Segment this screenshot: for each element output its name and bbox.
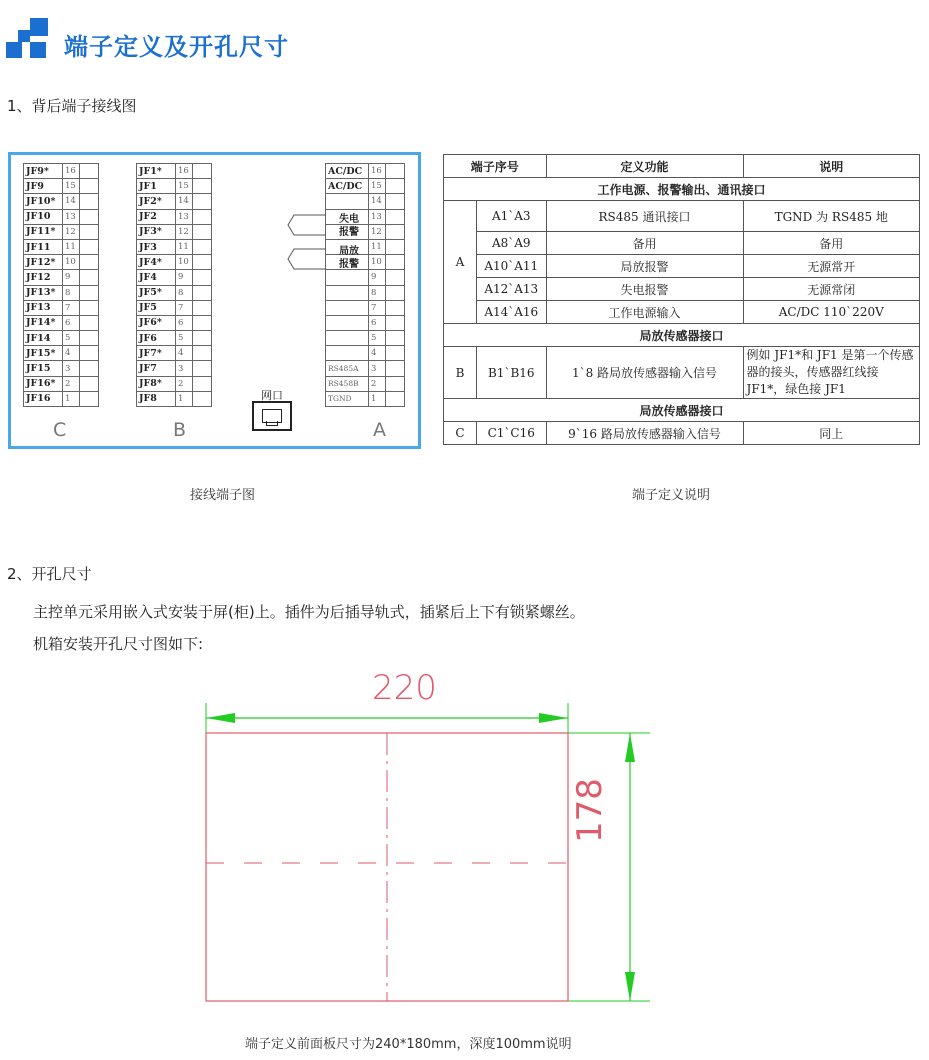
relay-contact-icon [286,207,331,277]
terminal-row [24,209,99,224]
terminal-column-a [325,163,405,407]
terminal-blank [193,179,212,194]
terminal-number: 8 [63,285,80,300]
terminal-row [137,391,212,406]
terminal-blank [386,270,405,285]
table-cell: 失电报警 [546,278,743,301]
terminal-row [24,315,99,330]
terminal-row [24,194,99,209]
terminal-row [137,300,212,315]
terminal-number: 7 [63,300,80,315]
terminal-number: 11 [176,239,193,254]
column-letter-c: C [53,419,67,441]
terminal-label: JF7* [137,346,176,361]
cutout-intro: 机箱安装开孔尺寸图如下: [33,635,204,653]
terminal-blank [386,239,405,254]
terminal-label [326,300,369,315]
terminal-label [326,194,369,209]
terminal-row [137,255,212,270]
terminal-blank [80,164,99,179]
terminal-number: 14 [369,194,386,209]
terminal-label: JF8* [137,376,176,391]
terminal-blank [386,255,405,270]
terminal-row [137,315,212,330]
terminal-blank [193,255,212,270]
terminal-row [137,224,212,239]
terminal-number: 7 [176,300,193,315]
terminal-blank [80,224,99,239]
page-title: 端子定义及开孔尺寸 [64,33,289,61]
section-c-letter: C [444,422,477,445]
terminal-column-c [23,163,99,407]
terminal-blank [80,194,99,209]
terminal-row [326,391,405,406]
terminal-label: JF4* [137,255,176,270]
terminal-label [326,346,369,361]
th-description: 说明 [743,155,919,178]
terminal-number: 8 [176,285,193,300]
terminal-label: JF9 [24,179,63,194]
terminal-label: JF2* [137,194,176,209]
height-dimension-label: 178 [570,778,610,843]
terminal-row [326,270,405,285]
terminal-blank [193,239,212,254]
terminal-blank [193,361,212,376]
terminal-label: JF10 [24,209,63,224]
terminal-blank [386,346,405,361]
terminal-number: 13 [176,209,193,224]
terminal-label: JF1* [137,164,176,179]
terminal-row [24,270,99,285]
terminal-blank [80,255,99,270]
terminal-number: 2 [176,376,193,391]
terminal-number: 1 [176,391,193,406]
terminal-row [24,300,99,315]
terminal-label: TGND [326,391,369,406]
terminal-row [24,376,99,391]
table-cell: 备用 [546,232,743,255]
terminal-blank [193,224,212,239]
terminal-row [24,391,99,406]
terminal-label: JF1 [137,179,176,194]
terminal-diagram [8,152,421,449]
table-cell: 1`8 路局放传感器输入信号 [546,347,743,399]
terminal-row [24,361,99,376]
terminal-row [137,239,212,254]
terminal-label: JF7 [137,361,176,376]
terminal-number: 4 [63,346,80,361]
terminal-blank [193,285,212,300]
terminal-number: 2 [63,376,80,391]
terminal-label: JF13* [24,285,63,300]
table-cell: 无源常闭 [743,278,919,301]
th-terminal-no: 端子序号 [444,155,547,178]
terminal-label: RS485A [326,361,369,376]
terminal-row [326,194,405,209]
terminal-row [326,209,405,224]
terminal-number: 10 [63,255,80,270]
terminal-label: JF13 [24,300,63,315]
terminal-blank [80,270,99,285]
terminal-number: 12 [369,224,386,239]
terminal-number: 9 [63,270,80,285]
terminal-blank [80,300,99,315]
terminal-row [137,331,212,346]
terminal-row [24,239,99,254]
terminal-row [326,239,405,254]
logo-squares-icon [6,18,50,58]
terminal-label: JF2 [137,209,176,224]
alarm-label-power: 失电报警 [339,214,359,238]
terminal-label: JF15* [24,346,63,361]
terminal-row [326,300,405,315]
terminal-row [24,164,99,179]
terminal-label: JF10* [24,194,63,209]
section1-title: 1、背后端子接线图 [7,97,137,115]
terminal-number: 6 [176,315,193,330]
terminal-label: JF5* [137,285,176,300]
caption-terminal-diagram: 接线端子图 [190,488,256,503]
terminal-number: 11 [63,239,80,254]
terminal-row [137,209,212,224]
terminal-row [24,255,99,270]
table-cell: A14`A16 [477,301,547,324]
column-letter-b: B [173,419,187,441]
terminal-number: 10 [369,255,386,270]
terminal-number: 13 [369,209,386,224]
table-cell: A1`A3 [477,201,547,232]
terminal-blank [386,361,405,376]
terminal-number: 9 [176,270,193,285]
terminal-label: JF11* [24,224,63,239]
table-cell: 备用 [743,232,919,255]
terminal-label: JF4 [137,270,176,285]
terminal-row [24,346,99,361]
terminal-label: JF8 [137,391,176,406]
terminal-number: 3 [369,361,386,376]
terminal-blank [386,209,405,224]
table-cell: 同上 [743,422,919,445]
terminal-row [326,361,405,376]
terminal-label: AC/DC [326,164,369,179]
terminal-row [24,224,99,239]
terminal-label [326,315,369,330]
terminal-row [24,179,99,194]
terminal-label: JF12* [24,255,63,270]
terminal-blank [386,194,405,209]
terminal-blank [80,285,99,300]
terminal-number: 11 [369,239,386,254]
terminal-row [137,179,212,194]
terminal-blank [80,391,99,406]
section-b-title: 局放传感器接口 [444,324,920,347]
terminal-number: 4 [176,346,193,361]
terminal-number: 13 [63,209,80,224]
terminal-number: 8 [369,285,386,300]
terminal-row [137,285,212,300]
table-cell: RS485 通讯接口 [546,201,743,232]
table-cell: B1`B16 [477,347,547,399]
terminal-blank [386,391,405,406]
terminal-blank [193,315,212,330]
section-a-title: 工作电源、报警输出、通讯接口 [444,178,920,201]
terminal-number: 16 [369,164,386,179]
terminal-number: 9 [369,270,386,285]
terminal-row [326,346,405,361]
terminal-row [137,270,212,285]
terminal-label: RS458B [326,376,369,391]
terminal-blank [193,270,212,285]
terminal-row [326,179,405,194]
terminal-blank [80,361,99,376]
terminal-blank [193,300,212,315]
terminal-row [326,224,405,239]
terminal-blank [193,376,212,391]
terminal-row [137,164,212,179]
terminal-label: JF16* [24,376,63,391]
terminal-label [326,331,369,346]
terminal-blank [386,300,405,315]
terminal-blank [386,315,405,330]
terminal-label: JF14 [24,331,63,346]
terminal-blank [193,346,212,361]
terminal-definition-table [443,154,920,445]
terminal-row [137,376,212,391]
table-cell: 9`16 路局放传感器输入信号 [546,422,743,445]
terminal-number: 4 [369,346,386,361]
terminal-row [326,376,405,391]
terminal-blank [80,239,99,254]
terminal-number: 3 [63,361,80,376]
terminal-label: JF9* [24,164,63,179]
terminal-number: 1 [369,391,386,406]
terminal-blank [386,376,405,391]
terminal-label: JF6 [137,331,176,346]
terminal-number: 12 [63,224,80,239]
section-a-letter: A [444,201,477,324]
section-c-title: 局放传感器接口 [444,399,920,422]
table-cell: C1`C16 [477,422,547,445]
terminal-blank [80,315,99,330]
table-cell: 无源常开 [743,255,919,278]
terminal-number: 1 [63,391,80,406]
terminal-label: JF3 [137,239,176,254]
section-b-letter: B [444,347,477,399]
table-cell: A8`A9 [477,232,547,255]
section2-title: 2、开孔尺寸 [7,565,92,583]
terminal-row [326,331,405,346]
terminal-number: 14 [63,194,80,209]
terminal-label: JF15 [24,361,63,376]
terminal-number: 5 [63,331,80,346]
terminal-number: 2 [369,376,386,391]
table-cell: AC/DC 110`220V [743,301,919,324]
terminal-row [326,285,405,300]
terminal-blank [386,331,405,346]
terminal-blank [193,331,212,346]
terminal-blank [386,285,405,300]
terminal-number: 16 [176,164,193,179]
table-cell: 局放报警 [546,255,743,278]
table-cell: 例如 JF1*和 JF1 是第一个传感器的接头，传感器红线接 JF1*，绿色接 JF1 [743,347,919,399]
terminal-row [326,255,405,270]
terminal-row [137,346,212,361]
terminal-blank [193,164,212,179]
table-cell: A12`A13 [477,278,547,301]
terminal-number: 5 [176,331,193,346]
network-port-label: 网口 [261,389,283,402]
terminal-number: 6 [63,315,80,330]
terminal-number: 12 [176,224,193,239]
terminal-label [326,270,369,285]
terminal-blank [386,164,405,179]
network-port-icon [252,401,292,431]
terminal-row [24,285,99,300]
terminal-label: JF11 [24,239,63,254]
terminal-row [326,315,405,330]
terminal-number: 6 [369,315,386,330]
terminal-number: 15 [63,179,80,194]
terminal-label: JF12 [24,270,63,285]
terminal-number: 3 [176,361,193,376]
terminal-row [137,194,212,209]
column-letter-a: A [373,419,386,441]
terminal-blank [80,209,99,224]
terminal-blank [193,194,212,209]
table-cell: A10`A11 [477,255,547,278]
terminal-number: 7 [369,300,386,315]
terminal-label: JF14* [24,315,63,330]
terminal-number: 10 [176,255,193,270]
terminal-blank [386,179,405,194]
terminal-blank [80,376,99,391]
terminal-row [137,361,212,376]
terminal-label: JF5 [137,300,176,315]
terminal-number: 16 [63,164,80,179]
terminal-blank [386,224,405,239]
alarm-label-pd: 局放报警 [339,246,359,270]
terminal-number: 15 [176,179,193,194]
caption-definition-table: 端子定义说明 [632,488,711,503]
terminal-label: JF16 [24,391,63,406]
terminal-row [326,164,405,179]
terminal-number: 5 [369,331,386,346]
width-dimension-label: 220 [372,668,437,708]
install-description: 主控单元采用嵌入式安装于屏(柜)上。插件为后插导轨式，插紧后上下有锁紧螺丝。 [33,603,585,621]
terminal-label: JF6* [137,315,176,330]
terminal-blank [80,179,99,194]
terminal-blank [193,391,212,406]
terminal-label [326,285,369,300]
terminal-label: JF3* [137,224,176,239]
terminal-blank [193,209,212,224]
terminal-blank [80,346,99,361]
table-cell: 工作电源输入 [546,301,743,324]
terminal-number: 14 [176,194,193,209]
terminal-column-b [136,163,212,407]
th-function: 定义功能 [546,155,743,178]
terminal-label: AC/DC [326,179,369,194]
terminal-blank [80,331,99,346]
terminal-row [24,331,99,346]
terminal-number: 15 [369,179,386,194]
table-cell: TGND 为 RS485 地 [743,201,919,232]
cutout-caption: 端子定义前面板尺寸为240*180mm，深度100mm说明 [245,1037,572,1052]
